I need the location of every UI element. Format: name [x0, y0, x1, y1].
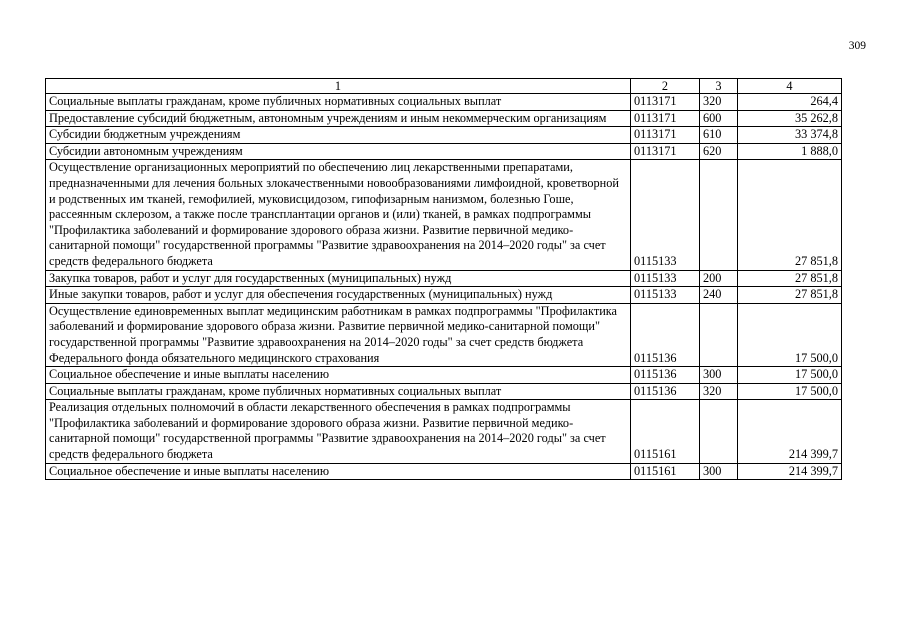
row-sum: 27 851,8	[738, 270, 842, 287]
row-sum: 35 262,8	[738, 110, 842, 127]
row-name: Субсидии автономным учреждениям	[46, 143, 631, 160]
row-expense-type	[700, 303, 738, 366]
row-expense-type: 300	[700, 367, 738, 384]
row-name: Закупка товаров, работ и услуг для государственных (муниципальных) нужд	[46, 270, 631, 287]
table-row	[46, 303, 842, 366]
row-target-code: 0113171	[631, 143, 700, 160]
row-target-code: 0115133	[631, 270, 700, 287]
row-sum: 214 399,7	[738, 400, 842, 463]
table-row	[46, 110, 842, 127]
row-sum: 1 888,0	[738, 143, 842, 160]
row-sum: 17 500,0	[738, 303, 842, 366]
row-target-code: 0115161	[631, 463, 700, 480]
row-expense-type: 240	[700, 287, 738, 304]
row-name: Социальные выплаты гражданам, кроме публичных нормативных социальных выплат	[46, 383, 631, 400]
row-target-code: 0115133	[631, 160, 700, 270]
row-expense-type	[700, 400, 738, 463]
row-name: Социальное обеспечение и иные выплаты населению	[46, 463, 631, 480]
row-sum: 27 851,8	[738, 160, 842, 270]
row-sum: 264,4	[738, 94, 842, 111]
row-sum: 17 500,0	[738, 367, 842, 384]
row-expense-type: 610	[700, 127, 738, 144]
row-target-code: 0115136	[631, 383, 700, 400]
table-row	[46, 383, 842, 400]
row-name: Предоставление субсидий бюджетным, автономным учреждениям и иным некоммерческим организациям	[46, 110, 631, 127]
row-sum: 214 399,7	[738, 463, 842, 480]
table-row	[46, 143, 842, 160]
row-expense-type: 600	[700, 110, 738, 127]
table-row	[46, 94, 842, 111]
row-expense-type: 320	[700, 94, 738, 111]
row-sum: 17 500,0	[738, 383, 842, 400]
row-target-code: 0115161	[631, 400, 700, 463]
table-row	[46, 160, 842, 270]
row-target-code: 0113171	[631, 94, 700, 111]
row-sum: 33 374,8	[738, 127, 842, 144]
row-expense-type: 200	[700, 270, 738, 287]
table-row	[46, 400, 842, 463]
budget-table	[45, 78, 842, 480]
row-name: Осуществление организационных мероприятий по обеспечению лиц лекарственными препаратами, предназначенными для лечения больных злокачественными новообразованиями лимфоидной, кроветворной и родственных им тканей, гемофилией, муковисцидозом, гипофизарным нанизмом, болезнью Гоше, рассеянным склерозом, а также после трансплантации органов и (или) тканей, в рамках подпрограммы "Профилактика заболеваний и формирование здорового образа жизни. Развитие первичной медико-санитарной помощи" государственной программы "Развитие здравоохранения на 2014–2020 годы" за счет средств федерального бюджета	[46, 160, 631, 270]
row-target-code: 0115136	[631, 367, 700, 384]
header-cell-code: 2	[631, 79, 700, 94]
row-expense-type: 300	[700, 463, 738, 480]
row-target-code: 0113171	[631, 127, 700, 144]
header-cell-sum: 4	[738, 79, 842, 94]
row-target-code: 0115133	[631, 287, 700, 304]
table-row	[46, 367, 842, 384]
table-row	[46, 287, 842, 304]
table-row	[46, 463, 842, 480]
row-sum: 27 851,8	[738, 287, 842, 304]
row-name: Социальные выплаты гражданам, кроме публичных нормативных социальных выплат	[46, 94, 631, 111]
row-target-code: 0113171	[631, 110, 700, 127]
header-cell-type: 3	[700, 79, 738, 94]
row-name: Осуществление единовременных выплат медицинским работникам в рамках подпрограммы "Профилактика заболеваний и формирование здорового образа жизни. Развитие первичной медико-санитарной помощи" государственной программы "Развитие здравоохранения на 2014–2020 годы" за счет средств бюджета Федерального фонда обязательного медицинского страхования	[46, 303, 631, 366]
row-target-code: 0115136	[631, 303, 700, 366]
page-number: 309	[848, 40, 866, 52]
row-expense-type	[700, 160, 738, 270]
row-expense-type: 620	[700, 143, 738, 160]
header-cell-name: 1	[46, 79, 631, 94]
table-row	[46, 127, 842, 144]
row-name: Социальное обеспечение и иные выплаты населению	[46, 367, 631, 384]
row-name: Субсидии бюджетным учреждениям	[46, 127, 631, 144]
row-name: Иные закупки товаров, работ и услуг для обеспечения государственных (муниципальных) нужд	[46, 287, 631, 304]
table-row	[46, 270, 842, 287]
row-expense-type: 320	[700, 383, 738, 400]
table-header-row	[46, 79, 842, 94]
row-name: Реализация отдельных полномочий в области лекарственного обеспечения в рамках подпрограммы "Профилактика заболеваний и формирование здорового образа жизни. Развитие первичной медико-санитарной помощи" государственной программы "Развитие здравоохранения на 2014–2020 годы" за счет средств федерального бюджета	[46, 400, 631, 463]
